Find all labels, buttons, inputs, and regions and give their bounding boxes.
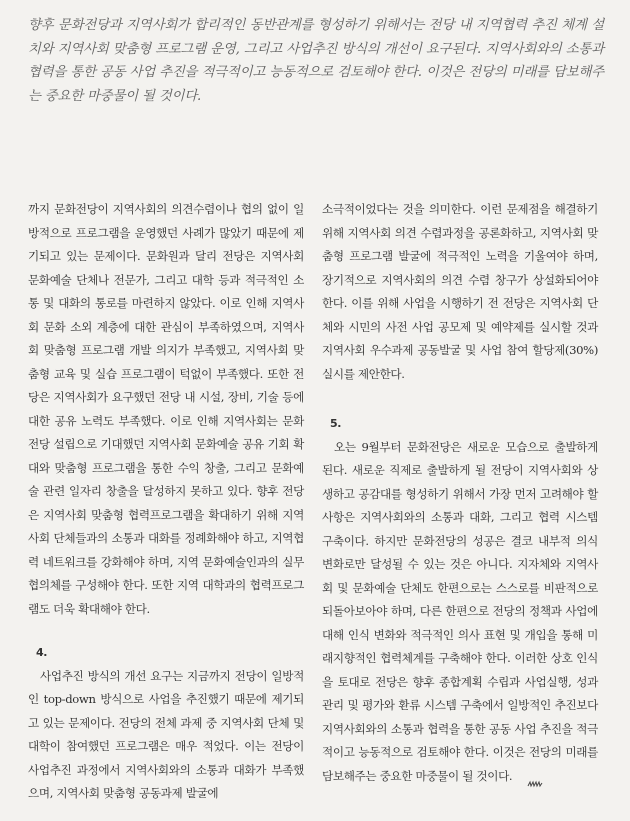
body-paragraph [322,436,598,789]
right-column [322,198,598,788]
body-paragraph: 까지 문화전당이 지역사회의 의견수렴이나 협의 없이 일방적으로 프로그램을 운영했던 사례가 많았기 때문에 제기되고 있는 문제이다. 문화원과 달리 전당은 지역사회 문화예술 단체나 전문가, 그리고 대학 등과 적극적인 소통 및 대화의 통로를 마련하지 않았다. 이로 인해 지역사회 문화 소외 계층에 대한 관심이 부족하였으며, 지역사회 맞춤형 프로그램 개발 의지가 부족했고, 지역사회 맞춤형 교육 및 실습 프로그램이 턱없이 부족했다. 또한 전당은 지역사회가 요구했던 전당 내 시설, 장비, 기술 등에 대한 공유 노력도 부족했다. 이로 인해 지역사회는 문화전당 설립으로 기대했던 지역사회 문화예술 공유 기회 확대와 맞춤형 프로그램을 통한 수익 창출, 그리고 문화예술 관련 일자리 창출을 달성하지 못하고 있다. 향후 전당은 지역사회 맞춤형 협력프로그램을 확대하기 위해 지역사회 단체들과의 소통과 대화를 정례화해야 하고, 지역협력 네트워크를 강화해야 하며, 지역 문화예술인과의 실무협의체를 구성해야 한다. 또한 지역 대학과의 협력프로그램도 더욱 확대해야 한다. [28,202,304,616]
closing-text: 오는 9월부터 문화전당은 새로운 모습으로 출발하게 된다. 새로운 직제로 출발하게 될 전당이 지역사회와 상생하고 공감대를 형성하기 위해서 가장 먼저 고려해야 할 사항은 지역사회와의 소통과 대화, 그리고 협력 시스템 구축이다. 하지만 문화전당의 성공은 결코 내부적 의식 변화로만 달성될 수 있는 것은 아니다. 지자체와 지역사회 및 문화예술 단체도 한편으로는 스스로를 비판적으로 되돌아보아야 하며, 다른 한편으로 전당의 정책과 사업에 대해 인식 변화와 적극적인 의사 표현 및 개입을 통해 미래지향적인 협력체계를 구축해야 한다. 이러한 상호 인식을 토대로 전당은 향후 종합계획 수립과 사업실행, 성과관리 및 평가와 환류 시스템 구축에서 일방적인 추진보다 지역사회와의 소통과 협력을 통한 공동 사업 추진을 적극적이고 능동적으로 검토해야 한다. 이것은 전당의 미래를 담보해주는 중요한 마중물이 될 것이다. [322,439,598,783]
signature-end-mark-icon [515,773,531,781]
body-paragraph: 소극적이었다는 것을 의미한다. 이런 문제점을 해결하기 위해 지역사회 의견 수렴과정을 공론화하고, 지역사회 맞춤형 프로그램 발굴에 적극적인 노력을 기울여야 하며, 장기적으로 지역사회의 의견 수렴 창구가 상설화되어야 한다. 이를 위해 사업을 시행하기 전 전당은 지역사회 단체와 시민의 사전 사업 공모제 및 예약제를 실시할 것과 지역사회 우수과제 공동발굴 및 사업 참여 할당제(30%) 실시를 제안한다. [322,202,598,381]
lead-paragraph: 향후 문화전당과 지역사회가 합리적인 동반관계를 형성하기 위해서는 전당 내 지역협력 추진 체계 설치와 지역사회 맞춤형 프로그램 운영, 그리고 사업추진 방식의 개선이 요구된다. 지역사회와의 소통과 협력을 통한 공동 사업 추진을 적극적이고 능동적으로 검토해야 한다. 이것은 전당의 미래를 담보해주는 중요한 마중물이 될 것이다. [28,18,604,104]
left-column [28,198,304,806]
section-number: 5. [330,417,342,430]
body-paragraph: 사업추진 방식의 개선 요구는 지금까지 전당이 일방적인 top-down 방식으로 사업을 추진했기 때문에 제기되고 있는 문제이다. 전당의 전체 과제 중 지역사회 단체 및 대학이 참여했던 프로그램은 매우 적었다. 이는 전당이 사업추진 과정에서 지역사회와의 소통과 대화가 부족했으며, 지역사회 맞춤형 공동과제 발굴에 [28,668,304,800]
section-number: 4. [36,646,48,659]
